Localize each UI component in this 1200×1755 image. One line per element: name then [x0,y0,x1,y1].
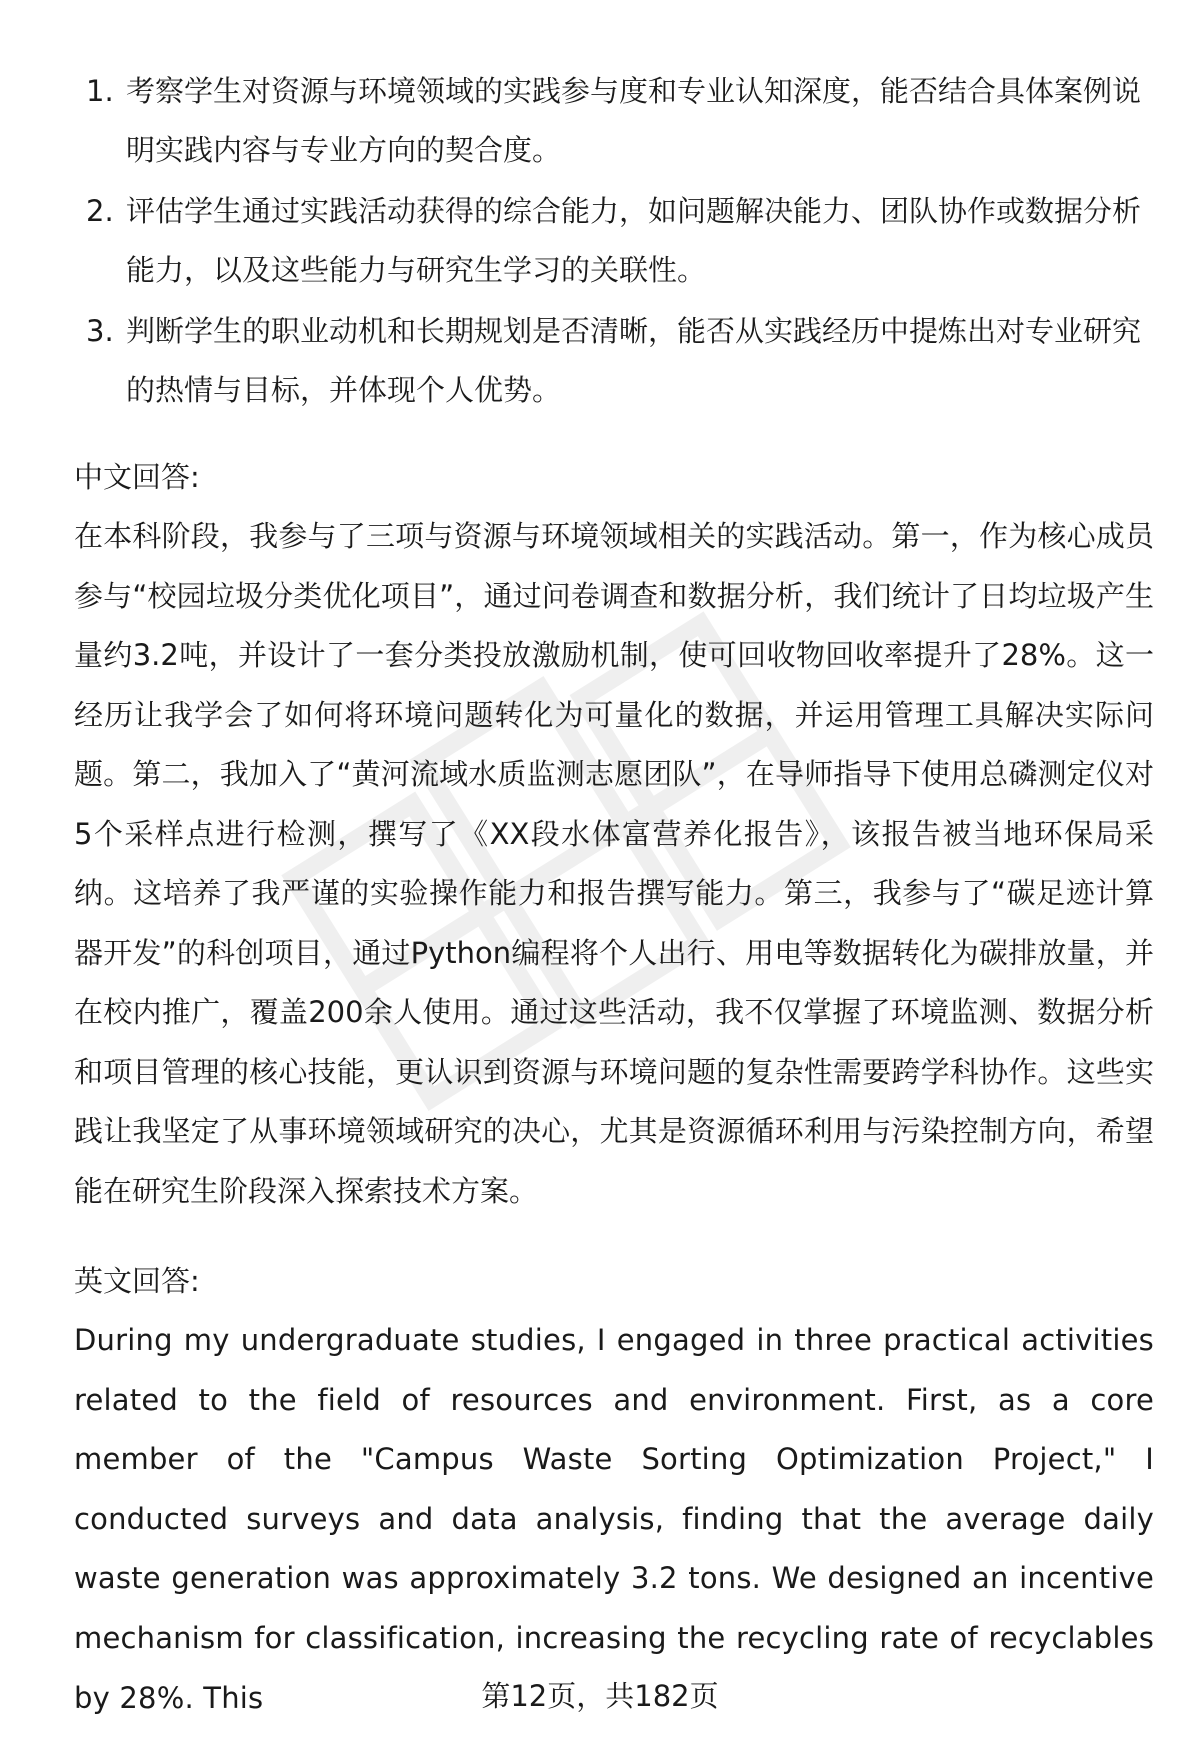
english-answer-body: During my undergraduate studies, I engaged in three practical activities related to the field of resources and environment. First, as a core member of the "Campus Waste Sorting Optimization Project," I conducted surveys and data analysis, finding that the average daily waste generation was approximately 3.2 tons. We designed an incentive mechanism for classification, increasing the recycling rate of recyclables by 28%. This [74,1323,1154,1715]
evaluation-criteria-list [74,62,1154,422]
criteria-text: 考察学生对资源与环境领域的实践参与度和专业认知深度，能否结合具体案例说明实践内容与专业方向的契合度。 [126,74,1142,167]
criteria-item [74,62,1154,180]
chinese-answer-heading: 中文回答: [74,460,200,494]
criteria-number: 1. [86,74,114,108]
chinese-answer-section [74,448,1154,1221]
criteria-item [74,182,1154,300]
page-number-footer: 第12页，共182页 [481,1679,719,1713]
english-answer-section [74,1252,1154,1728]
criteria-text: 判断学生的职业动机和长期规划是否清晰，能否从实践经历中提炼出对专业研究的热情与目标，并体现个人优势。 [126,314,1142,407]
chinese-answer-body: 在本科阶段，我参与了三项与资源与环境领域相关的实践活动。第一，作为核心成员参与“校园垃圾分类优化项目”，通过问卷调查和数据分析，我们统计了日均垃圾产生量约3.2吨，并设计了一套分类投放激励机制，使可回收物回收率提升了28%。这一经历让我学会了如何将环境问题转化为可量化的数据，并运用管理工具解决实际问题。第二，我加入了“黄河流域水质监测志愿团队”，在导师指导下使用总磷测定仪对5个采样点进行检测，撰写了《XX段水体富营养化报告》，该报告被当地环保局采纳。这培养了我严谨的实验操作能力和报告撰写能力。第三，我参与了“碳足迹计算器开发”的科创项目，通过Python编程将个人出行、用电等数据转化为碳排放量，并在校内推广，覆盖200余人使用。通过这些活动，我不仅掌握了环境监测、数据分析和项目管理的核心技能，更认识到资源与环境问题的复杂性需要跨学科协作。这些实践让我坚定了从事环境领域研究的决心，尤其是资源循环利用与污染控制方向，希望能在研究生阶段深入探索技术方案。 [74,519,1154,1208]
criteria-text: 评估学生通过实践活动获得的综合能力，如问题解决能力、团队协作或数据分析能力，以及这些能力与研究生学习的关联性。 [126,194,1142,287]
criteria-number: 3. [86,314,114,348]
english-answer-heading: 英文回答: [74,1264,200,1298]
criteria-item [74,302,1154,420]
criteria-number: 2. [86,194,114,228]
